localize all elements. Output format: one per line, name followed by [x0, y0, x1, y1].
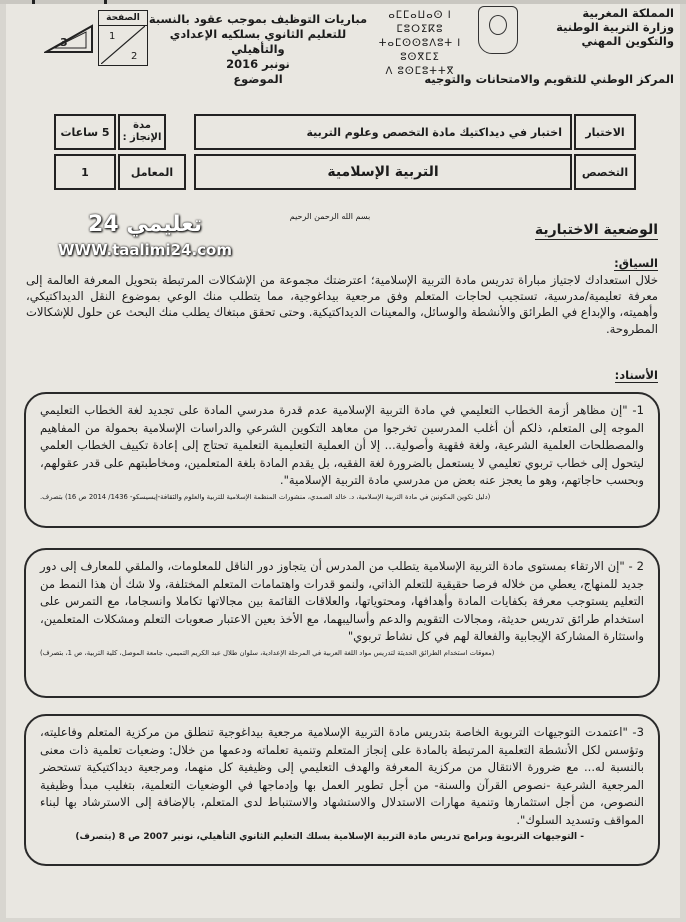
page-total: 2 — [131, 51, 138, 62]
support-box-1 — [24, 392, 660, 528]
support-text: 2 - "إن الارتقاء بمستوى مادة التربية الإسلامية يتطلب من المدرس أن يتجاوز دور الناقل للمعلومات، والملقي للمعارف إلى دور جديد للمنهاج، يعطي من خلاله فرصا حقيقية للتعلم الذاتي، ولنمو قدرات واهتمامات المتعلم المختلفة، ولا شك أن هذا النمط من التعليم يستوجب معرفة بكفايات المادة وأهدافها، ومحتوياتها، والعلاقات القائمة بين مجالاتها تكاملا وانسجاما، مع التمرس على استخدام طرائق تدريس حديثة، ومجالات التقويم والدعم وأساليبهما، مع الأخذ بعين الاعتبار صعوبات التعلم ومشكلات المتعلمين، واستثارة المشاركة الإيجابية والفعالة لهم في كل نشاط تربوي" — [40, 559, 644, 644]
exam-session: نونبر 2016 — [226, 57, 290, 71]
tifinagh-line: ⴷ ⵓⵙⵎⵓⵜⵜⴳ — [385, 66, 455, 77]
support-box-2 — [24, 548, 660, 698]
coef-label: المعامل — [118, 154, 186, 190]
triangle-badge-icon — [44, 24, 94, 54]
supports-label: الأسناد: — [614, 368, 658, 382]
support-reference: (معوقات استخدام الطرائق الحديثة لتدريس مواد اللغة العربية في المرحلة الإعدادية، سلوان طلال عبد الكريم التميمي، جامعة الموصل، كلية التربية، ص 1، بتصرف) — [40, 648, 495, 657]
support-text: 1- "إن مظاهر أزمة الخطاب التعليمي في مادة التربية الإسلامية عدم قدرة مدرسي المادة على تجديد لغة الخطاب التعليمي الموجه إلى المتعلم، ذلكم أن أغلب المدرسين تخرجوا من معاهد التكوين الشرعي والدراسات الإسلامية بحمولة من المفاهيم والمصطلحات العلمية الشرعية، ولغة فقهية وأصولية... إلا أن العملية التعليمية التعلمية تحتاج إلى إعادة تكييف الخطاب العلمي ليتحول إلى خطاب تربوي تعليمي لا يستعمل بالضرورة لغة الفقيه، بل يقدم المادة بلغة المتعلمين، ومخاطبتهم على قدر عقولهم، وبحسب حاجاتهم، وهو ما يعجز عنه بعض من مدرسي مادة التربية الإسلامية". — [40, 403, 644, 488]
tifinagh-line: ⴰⵎⵎⴰⵡⴰⵙ ⵏ ⵎⵓⵔⵉⴽⵓ — [388, 10, 452, 35]
top-strip — [0, 0, 686, 4]
duration-value: 5 ساعات — [54, 114, 116, 150]
national-center: المركز الوطني للتقويم والامتحانات والتوجيه — [424, 72, 674, 86]
tifinagh-line: ⵜⴰⵎⵙⵙⵓⴷⵓⵜ ⵏ ⵓⵙⴳⵎⵉ — [378, 38, 462, 63]
exam-label: الاختبار — [574, 114, 636, 150]
ministry-header — [544, 6, 674, 48]
support-reference: (دليل تكوين المكونين في مادة التربية الإسلامية، د. خالد الصمدي، منشورات المنظمة الإسلامية للتربية والعلوم والثقافة-إيسيسكو- 1436/ 2014 ص 16) بتصرف. — [40, 492, 491, 501]
triangle-number: 3 — [60, 36, 68, 49]
site-watermark — [50, 212, 240, 259]
page-label: الصفحة — [99, 11, 147, 26]
page-number: 1 — [109, 31, 116, 42]
exam-info-table — [54, 114, 636, 192]
context-paragraph: خلال استعدادك لاجتياز مباراة تدريس مادة التربية الإسلامية؛ اعترضتك مجموعة من الإشكالات المرتبطة بتحويل المعرفة العالمة إلى معرفة تعليمية/مدرسية، تستجيب لحاجات المتعلم وفق مرجعية بيداغوجية، مما يتطلب منك الوعي بموضوع النقل الديداكتيكي، وأهميته، والإبداع في الطرائق والأنشطة والوسائل، والمعينات الديداكتيكية. وحتى تحقق مبتغاك يطلب منك البحث عن حلول للإشكالات المطروحة. — [26, 273, 658, 336]
spec-label: التخصص — [574, 154, 636, 190]
page-divider-icon — [101, 26, 145, 64]
page-counter — [98, 10, 148, 66]
basmala: بسم الله الرحمن الرحيم — [289, 212, 371, 221]
watermark-title: تعليمي 24 — [88, 212, 202, 237]
ministry-line-2: والتكوين المهني — [581, 34, 674, 48]
exam-title-line: للتعليم الثانوي بسلكيه الإعدادي والتأهيلي — [169, 27, 347, 56]
coef-value: 1 — [54, 154, 116, 190]
support-text: 3- "اعتمدت التوجيهات التربوية الخاصة بتدريس مادة التربية الإسلامية مرجعية بيداغوجية تنطلق من مركزية المتعلم وفاعليته، وتؤسس لكل الأنشطة التعلمية المرتبطة بالمادة على إنجاز المتعلم وتنمية تعلماته ودعمها من خلال: وضعيات تعلمية ذات معنى بالنسبة له... مع ضرورة الانتقال من مركزية المعرفة والهدف التعليمي إلى وظيفية كل منهما، ومرجعية ديداكتيكية تستحضر المرجعية الشرعية -نصوص القرآن والسنة- من أجل تطوير العمل بها وإدماجها في الوضعيات التعلمية، بتغليب مبدأ وظيفية النصوص، من أجل استثمارها وتنمية مهارات الاستدلال والاستشهاد والاستنباط لدى المتعلم، بالإضافة إلى الاسترشاد بها لبناء المواقف وتسديد السلوك". — [40, 725, 644, 827]
spec-value: التربية الإسلامية — [194, 154, 572, 190]
tifinagh-header — [370, 9, 470, 79]
support-box-3 — [24, 714, 660, 866]
support-reference: - التوجيهات التربوية وبرامج تدريس مادة التربية الإسلامية بسلك التعليم الثانوي التأهيلي، نونبر 2007 ص 8 (بتصرف) — [75, 831, 584, 842]
ministry-line: وزارة التربية الوطنية — [556, 20, 674, 34]
kingdom-line: المملكة المغربية — [582, 6, 674, 20]
exam-title-line: مباريات التوظيف بموجب عقود بالنسبة — [148, 12, 368, 26]
exam-title — [148, 12, 368, 87]
exam-subject-label: الموضوع — [233, 72, 283, 86]
corner-mark — [32, 0, 35, 4]
watermark-url: WWW.taalimi24.com — [58, 241, 232, 259]
corner-mark — [104, 0, 107, 4]
exam-value: اختبار في ديداكتيك مادة التخصص وعلوم التربية — [194, 114, 572, 150]
section-title: الوضعية الاختبارية — [534, 222, 658, 238]
royal-emblem-icon — [478, 6, 518, 54]
context-label: السياق: — [614, 256, 658, 270]
duration-label: مدة الإنجاز : — [118, 114, 166, 150]
